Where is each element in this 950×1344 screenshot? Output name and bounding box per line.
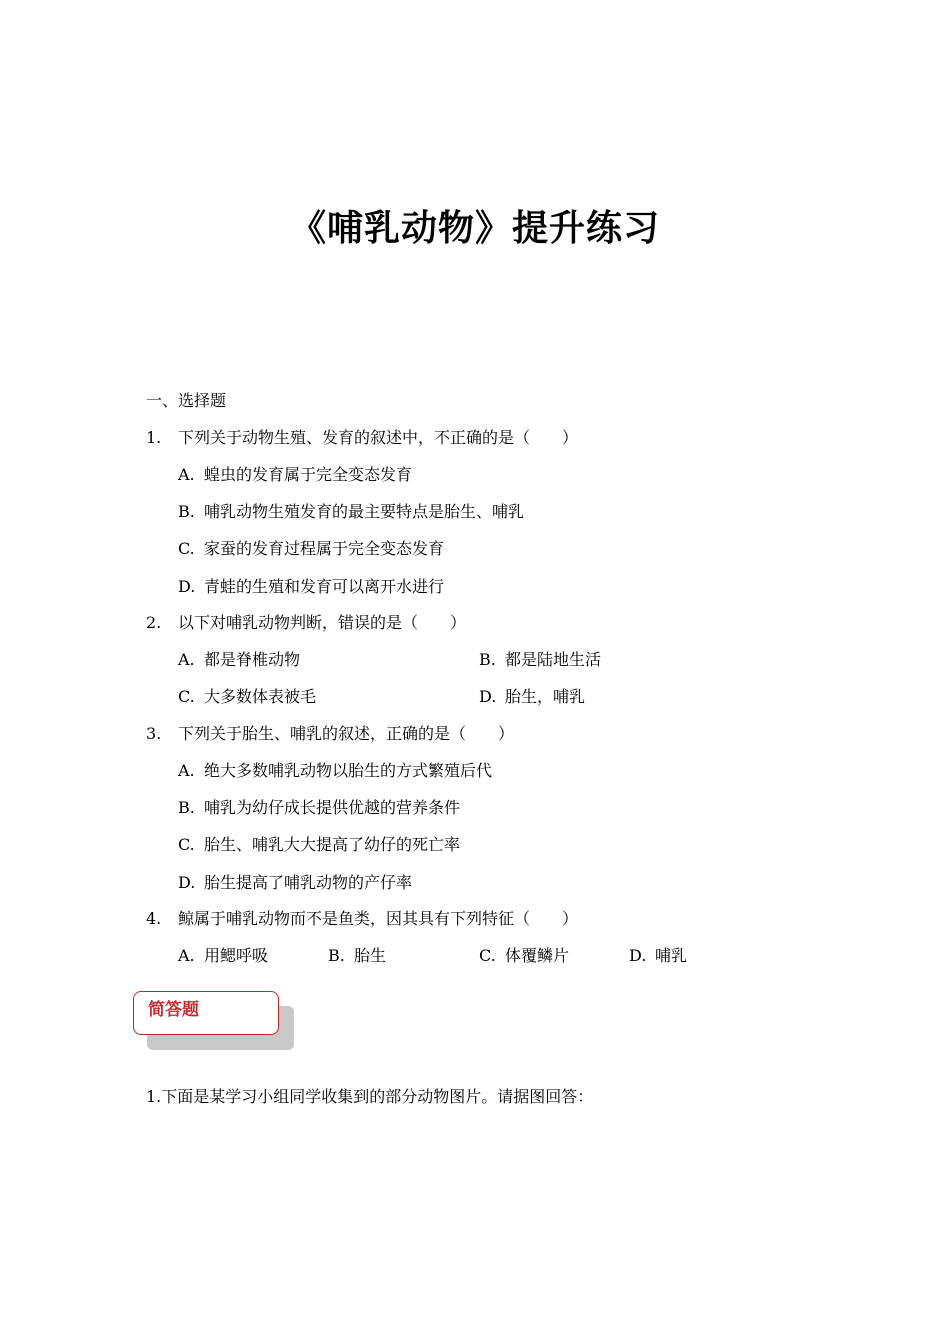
option-text: 青蛙的生殖和发育可以离开水进行 (204, 577, 445, 596)
option-text: 体覆鳞片 (505, 946, 570, 965)
option-letter: C. (178, 687, 195, 706)
option-c (178, 539, 444, 559)
option-letter: A. (178, 650, 195, 669)
section-heading-choice: 一、选择题 (146, 391, 227, 410)
option-text: 大多数体表被毛 (204, 687, 317, 706)
option-text: 哺乳动物生殖发育的最主要特点是胎生、哺乳 (204, 502, 525, 521)
option-d (629, 946, 687, 966)
section-heading-short: 简答题 (148, 1000, 199, 1020)
option-d (479, 687, 585, 707)
option-letter: A. (178, 761, 195, 780)
option-text: 用鳃呼吸 (204, 946, 269, 965)
option-c (178, 835, 460, 855)
option-text: 胎生提高了哺乳动物的产仔率 (204, 873, 413, 892)
option-a (178, 761, 492, 781)
question-text: 以下对哺乳动物判断，错误的是（ ） (178, 613, 467, 632)
question-text: 鲸属于哺乳动物而不是鱼类，因其具有下列特征（ ） (178, 909, 579, 928)
option-letter: C. (178, 835, 195, 854)
question-text: 下列关于动物生殖、发育的叙述中，不正确的是（ ） (178, 428, 579, 447)
option-letter: D. (629, 946, 647, 965)
question-number: 4. (146, 909, 162, 928)
option-letter: D. (178, 873, 196, 892)
option-letter: D. (178, 577, 196, 596)
option-text: 都是陆地生活 (505, 650, 602, 669)
option-d (178, 873, 412, 893)
option-letter: C. (178, 539, 195, 558)
option-b (479, 650, 601, 670)
option-letter: B. (178, 798, 195, 817)
option-b (178, 502, 524, 522)
option-text: 哺乳为幼仔成长提供优越的营养条件 (204, 798, 461, 817)
option-text: 都是脊椎动物 (204, 650, 301, 669)
page-title: 《哺乳动物》提升练习 (289, 208, 660, 249)
option-letter: B. (479, 650, 496, 669)
option-b (328, 946, 386, 966)
option-a (178, 650, 300, 670)
option-a (178, 465, 412, 485)
option-text: 蝗虫的发育属于完全变态发育 (204, 465, 413, 484)
option-text: 家蚕的发育过程属于完全变态发育 (204, 539, 445, 558)
option-a (178, 946, 268, 966)
section-badge (133, 991, 279, 1035)
option-b (178, 798, 460, 818)
option-text: 胎生 (354, 946, 387, 965)
option-c (479, 946, 569, 966)
short-question-1: 1.下面是某学习小组同学收集到的部分动物图片。请据图回答： (146, 1087, 594, 1106)
question-text: 下列关于胎生、哺乳的叙述，正确的是（ ） (178, 724, 515, 743)
option-letter: A. (178, 465, 195, 484)
option-c (178, 687, 316, 707)
option-text: 胎生、哺乳大大提高了幼仔的死亡率 (204, 835, 461, 854)
option-letter: C. (479, 946, 496, 965)
option-letter: B. (178, 502, 195, 521)
question-number: 2. (146, 613, 162, 632)
option-letter: B. (328, 946, 345, 965)
option-letter: A. (178, 946, 195, 965)
option-d (178, 577, 444, 597)
option-text: 绝大多数哺乳动物以胎生的方式繁殖后代 (204, 761, 493, 780)
option-text: 哺乳 (655, 946, 688, 965)
question-number: 3. (146, 724, 162, 743)
option-text: 胎生，哺乳 (505, 687, 586, 706)
question-number: 1. (146, 428, 162, 447)
option-letter: D. (479, 687, 497, 706)
